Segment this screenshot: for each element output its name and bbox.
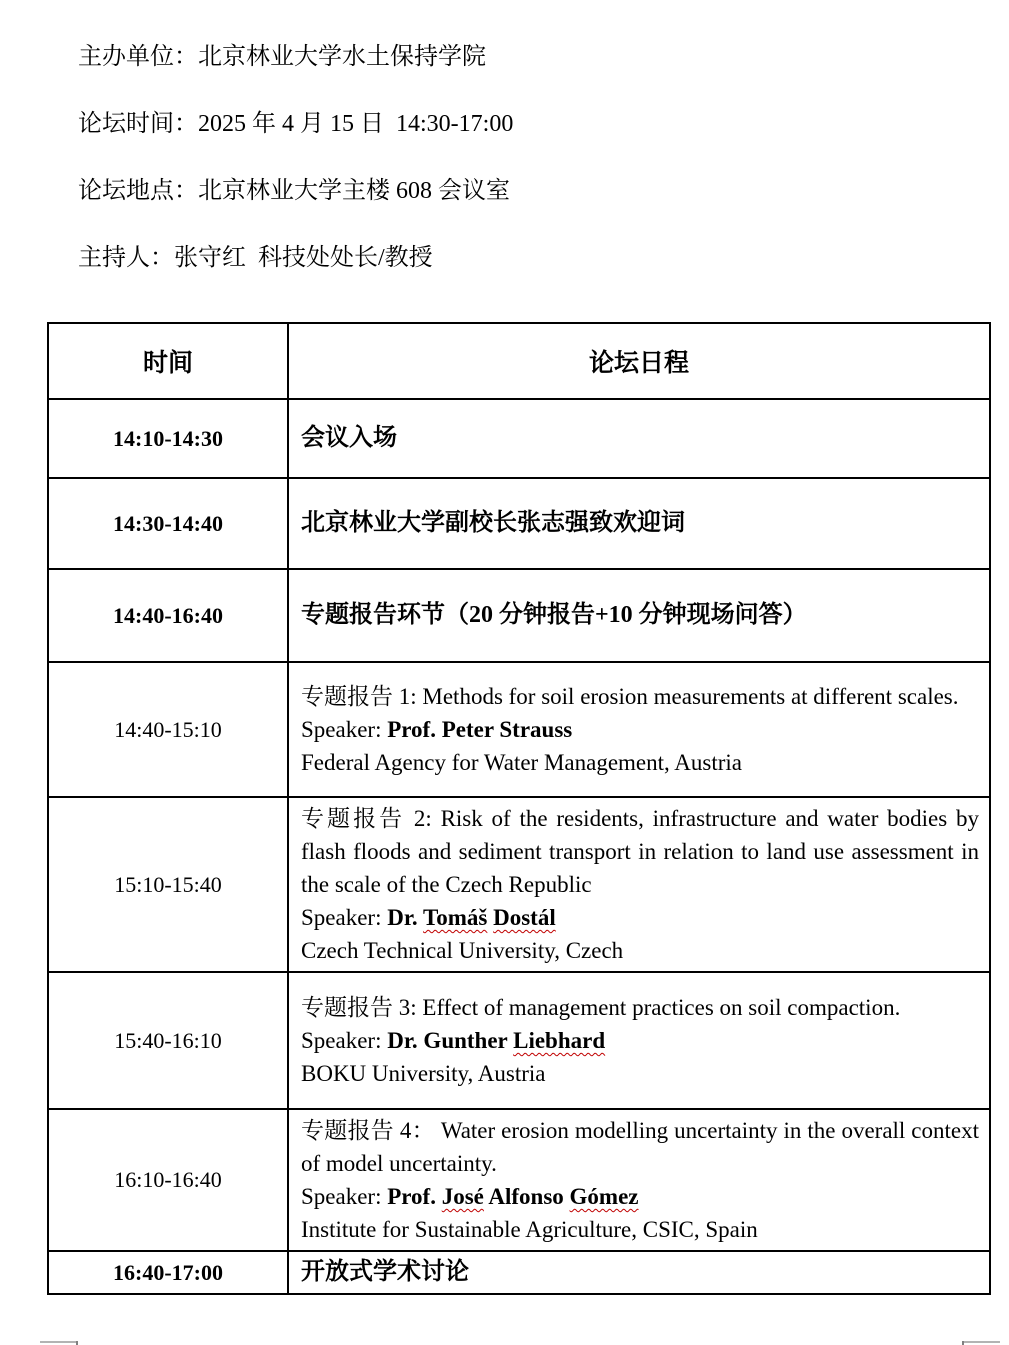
- page-margin-mark-right: [963, 1341, 1000, 1343]
- speaker-label: Speaker:: [301, 1184, 388, 1209]
- table-row: [48, 662, 990, 797]
- talk-title: 专题报告 2: Risk of the residents, infrastructure and water bodies by flash floods and sediment transport in relation to land use assessment in the scale of the Czech Republic: [301, 806, 979, 897]
- table-header-row: [48, 323, 990, 399]
- agenda-cell: [288, 797, 990, 972]
- talk-title: 专题报告 4： Water erosion modelling uncertainty in the overall context of model uncertainty.: [301, 1118, 979, 1176]
- speaker-label: Speaker:: [301, 905, 388, 930]
- table-row: [48, 1109, 990, 1251]
- time-cell: 15:10-15:40: [48, 797, 288, 972]
- table-row: [48, 797, 990, 972]
- speaker-name: José: [441, 1184, 484, 1209]
- speaker-name: Dostál: [493, 905, 556, 930]
- talk-affiliation: Czech Technical University, Czech: [301, 938, 624, 963]
- talk-speaker-line: [301, 713, 979, 746]
- agenda-cell: [288, 1109, 990, 1251]
- time-cell: 14:10-14:30: [48, 399, 288, 478]
- talk-affiliation: Institute for Sustainable Agriculture, CSIC, Spain: [301, 1217, 758, 1242]
- time-cell: 16:40-17:00: [48, 1251, 288, 1294]
- talk-title: 专题报告 3: Effect of management practices on soil compaction.: [301, 995, 901, 1020]
- speaker-name: Tomáš: [423, 905, 488, 930]
- agenda-table: [47, 322, 991, 1295]
- info-line-2: 论坛时间：2025 年 4 月 15 日 14:30-17:00: [78, 111, 514, 137]
- talk-affiliation: Federal Agency for Water Management, Austria: [301, 750, 742, 775]
- speaker-name: Liebhard: [513, 1028, 606, 1053]
- time-column-header: 时间: [48, 323, 288, 399]
- forum-info-block: [78, 20, 989, 288]
- speaker-name: Gómez: [569, 1184, 639, 1209]
- table-row: [48, 569, 990, 662]
- talk-speaker-line: [301, 1024, 979, 1057]
- talk-title: 专题报告 1: Methods for soil erosion measurements at different scales.: [301, 684, 959, 709]
- time-cell: 15:40-16:10: [48, 972, 288, 1109]
- speaker-name: Alfonso: [483, 1184, 570, 1209]
- speaker-name: Dr.: [387, 905, 424, 930]
- agenda-cell: 专题报告环节（20 分钟报告+10 分钟现场问答）: [288, 569, 990, 662]
- agenda-cell: [288, 972, 990, 1109]
- speaker-name: Prof. Peter Strauss: [387, 717, 573, 742]
- time-cell: 16:10-16:40: [48, 1109, 288, 1251]
- table-row: [48, 399, 990, 478]
- page-margin-mark-left: [40, 1341, 77, 1343]
- speaker-name: Dr. Gunther: [387, 1028, 514, 1053]
- agenda-column-header: 论坛日程: [288, 323, 990, 399]
- time-cell: 14:40-16:40: [48, 569, 288, 662]
- talk-affiliation: BOKU University, Austria: [301, 1061, 546, 1086]
- info-line-4: 主持人：张守红 科技处处长/教授: [78, 245, 433, 271]
- speaker-label: Speaker:: [301, 1028, 388, 1053]
- time-cell: 14:30-14:40: [48, 478, 288, 569]
- speaker-name: Prof.: [387, 1184, 442, 1209]
- agenda-cell: 北京林业大学副校长张志强致欢迎词: [288, 478, 990, 569]
- info-line-3: 论坛地点：北京林业大学主楼 608 会议室: [78, 178, 510, 204]
- table-row: [48, 478, 990, 569]
- agenda-cell: 开放式学术讨论: [288, 1251, 990, 1294]
- agenda-cell: [288, 662, 990, 797]
- talk-speaker-line: [301, 1180, 979, 1213]
- time-cell: 14:40-15:10: [48, 662, 288, 797]
- table-row: [48, 1251, 990, 1294]
- agenda-cell: 会议入场: [288, 399, 990, 478]
- info-line-1: 主办单位：北京林业大学水土保持学院: [78, 44, 486, 70]
- table-row: [48, 972, 990, 1109]
- speaker-label: Speaker:: [301, 717, 388, 742]
- talk-speaker-line: [301, 901, 979, 934]
